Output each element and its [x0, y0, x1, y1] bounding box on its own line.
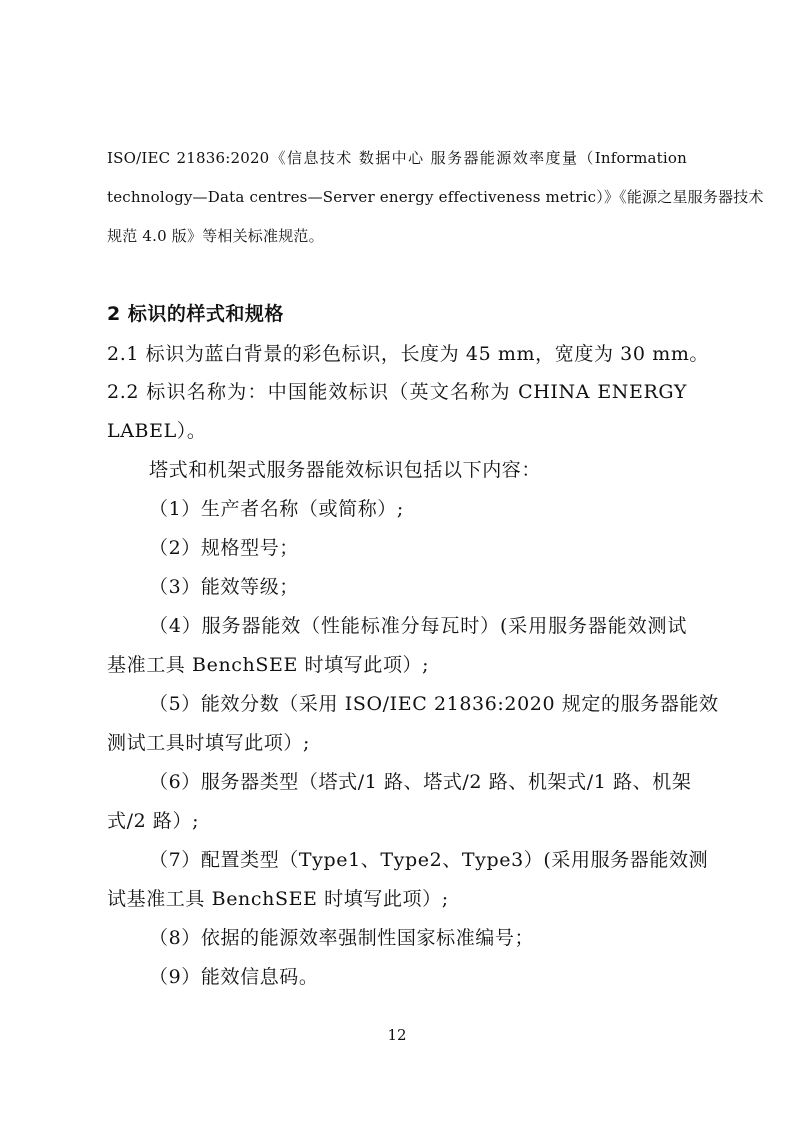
list-item: （3）能效等级； — [149, 576, 299, 598]
intro-line-1: ISO/IEC 21836:2020《信息技术 数据中心 服务器能源效率度量（Information — [107, 149, 687, 167]
intro-line-2: technology—Data centres—Server energy effectiveness metric）》《能源之星服务器技术 — [107, 188, 764, 206]
list-item: （6）服务器类型（塔式/1 路、塔式/2 路、机架式/1 路、机架 — [149, 771, 692, 793]
list-item-continuation: 式/2 路）; — [107, 810, 200, 832]
paragraph-2-2-line-2: LABEL）。 — [107, 420, 207, 442]
content-lead: 塔式和机架式服务器能效标识包括以下内容： — [149, 459, 542, 481]
list-item: （8）依据的能源效率强制性国家标准编号； — [149, 927, 535, 949]
paragraph-2-1: 2.1 标识为蓝白背景的彩色标识，长度为 45 mm，宽度为 30 mm。 — [107, 343, 710, 365]
list-item: （9）能效信息码。 — [149, 966, 319, 988]
list-item: （4）服务器能效（性能标准分每瓦时）(采用服务器能效测试 — [149, 615, 687, 637]
page-number: 12 — [387, 1026, 407, 1044]
list-item: （7）配置类型（Type1、Type2、Type3）(采用服务器能效测 — [149, 849, 709, 871]
list-item-continuation: 基准工具 BenchSEE 时填写此项）; — [107, 654, 430, 676]
list-item: （2）规格型号； — [149, 537, 299, 559]
section-heading: 2 标识的样式和规格 — [107, 303, 284, 325]
list-item: （5）能效分数（采用 ISO/IEC 21836:2020 规定的服务器能效 — [149, 693, 719, 715]
list-item-continuation: 试基准工具 BenchSEE 时填写此项）; — [107, 888, 449, 910]
paragraph-2-2-line-1: 2.2 标识名称为：中国能效标识（英文名称为 CHINA ENERGY — [107, 381, 687, 403]
list-item-continuation: 测试工具时填写此项）; — [107, 732, 311, 754]
intro-line-3: 规范 4.0 版》等相关标准规范。 — [107, 227, 324, 245]
list-item: （1）生产者名称（或简称）; — [149, 498, 404, 520]
